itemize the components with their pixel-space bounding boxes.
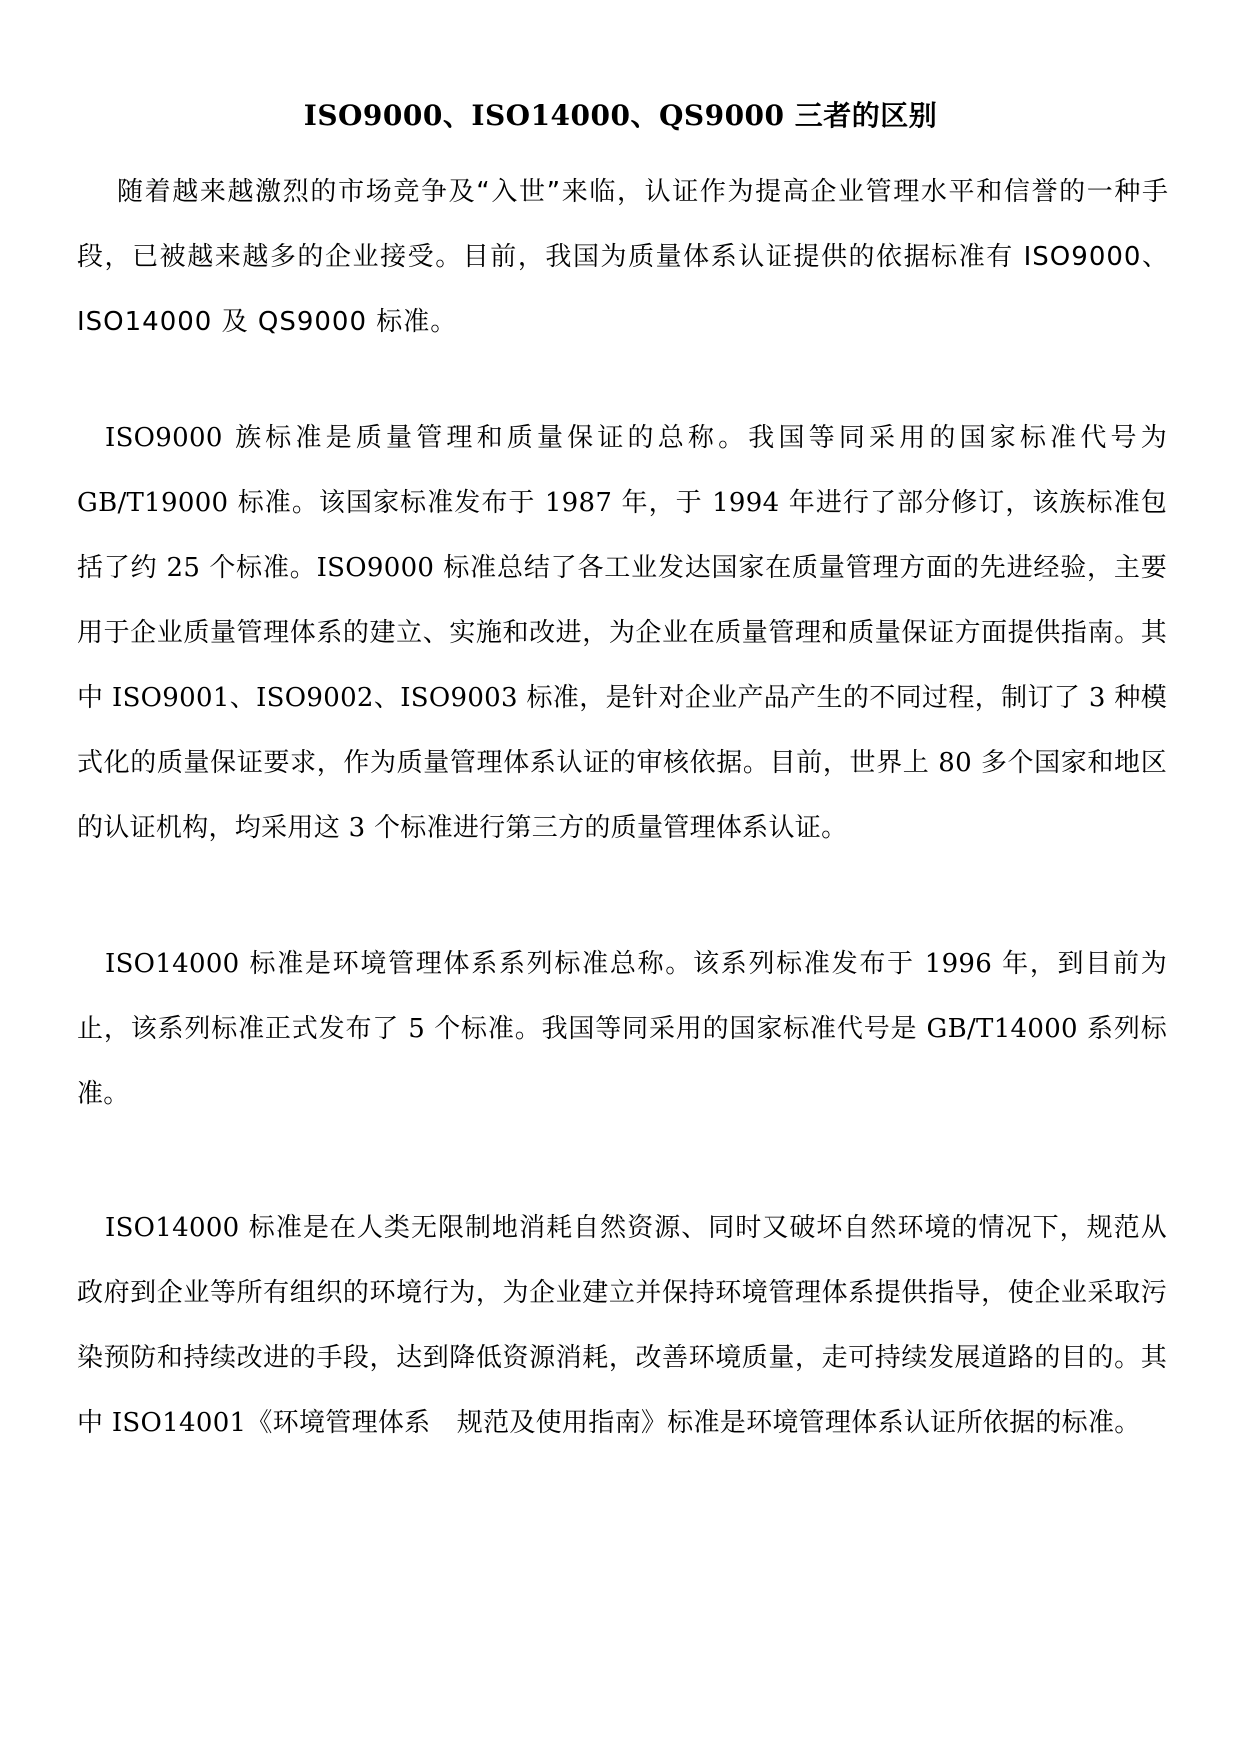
iso14000-definition-paragraph: ISO14000 标准是环境管理体系系列标准总称。该系列标准发布于 1996 年，到目前为止，该系列标准正式发布了 5 个标准。我国等同采用的国家标准代号是 GB/T14000 系列标准。 (77, 949, 1167, 1109)
document-title: ISO9000、ISO14000、QS9000 三者的区别 (303, 99, 938, 132)
iso14000-purpose-paragraph: ISO14000 标准是在人类无限制地消耗自然资源、同时又破坏自然环境的情况下，规范从政府到企业等所有组织的环境行为，为企业建立并保持环境管理体系提供指导，使企业采取污染预防和持续改进的手段，达到降低资源消耗，改善环境质量，走可持续发展道路的目的。其中 ISO14001《环境管理体系 规范及使用指南》标准是环境管理体系认证所依据的标准。 (77, 1213, 1167, 1438)
intro-paragraph: 随着越来越激烈的市场竞争及“入世”来临，认证作为提高企业管理水平和信誉的一种手段，已被越来越多的企业接受。目前，我国为质量体系认证提供的依据标准有 ISO9000、ISO14000 及 QS9000 标准。 (77, 177, 1169, 337)
iso9000-paragraph: ISO9000 族标准是质量管理和质量保证的总称。我国等同采用的国家标准代号为 GB/T19000 标准。该国家标准发布于 1987 年，于 1994 年进行了部分修订，该族标准包括了约 25 个标准。ISO9000 标准总结了各工业发达国家在质量管理方面的先进经验，主要用于企业质量管理体系的建立、实施和改进，为企业在质量管理和质量保证方面提供指南。其中 ISO9001、ISO9002、ISO9003 标准，是针对企业产品产生的不同过程，制订了 3 种模式化的质量保证要求，作为质量管理体系认证的审核依据。目前，世界上 80 多个国家和地区的认证机构，均采用这 3 个标准进行第三方的质量管理体系认证。 (77, 423, 1167, 843)
